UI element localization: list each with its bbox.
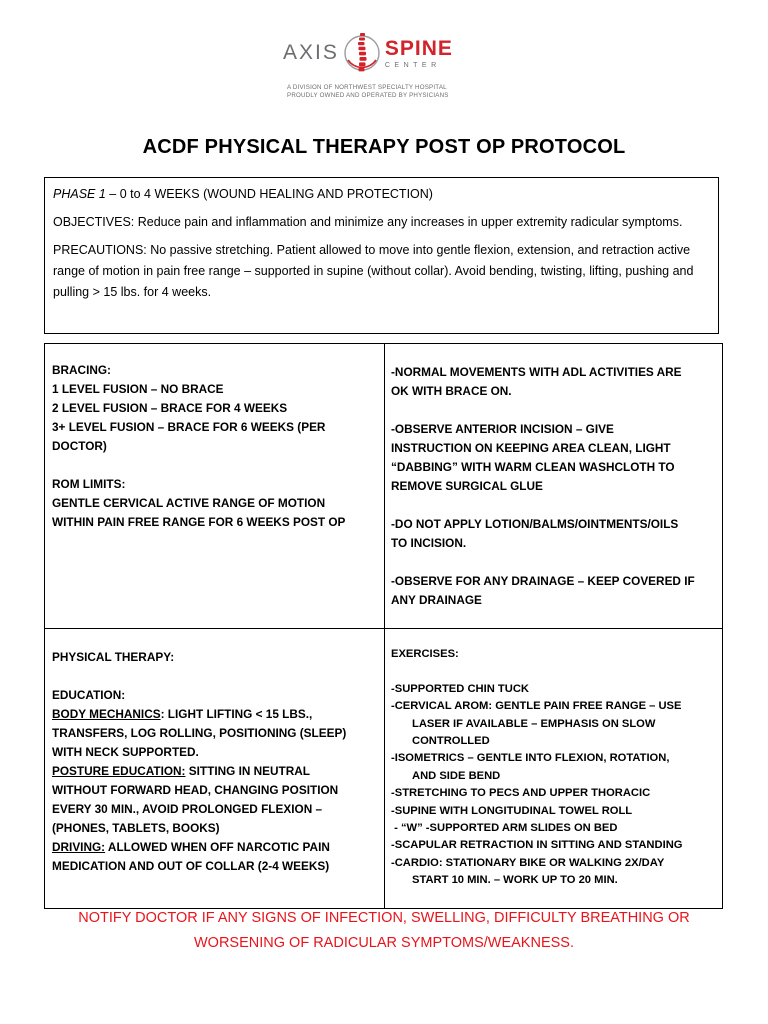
table-row-divider bbox=[45, 628, 722, 629]
posture-line4: (PHONES, TABLETS, BOOKS) bbox=[52, 821, 220, 835]
exercise-scapular: -SCAPULAR RETRACTION IN SITTING AND STANDING bbox=[391, 839, 683, 852]
note-incision-2: INSTRUCTION ON KEEPING AREA CLEAN, LIGHT bbox=[391, 441, 671, 455]
driving-text1: ALLOWED WHEN OFF NARCOTIC PAIN bbox=[105, 840, 330, 854]
rom-line1: GENTLE CERVICAL ACTIVE RANGE OF MOTION bbox=[52, 496, 326, 510]
rom-heading: ROM LIMITS: bbox=[52, 477, 126, 491]
note-lotion-2: TO INCISION. bbox=[391, 536, 467, 550]
logo-center-text: CENTER bbox=[384, 61, 441, 69]
exercise-cardio-2: START 10 MIN. – WORK UP TO 20 MIN. bbox=[412, 874, 618, 887]
posture-text1: SITTING IN NEUTRAL bbox=[185, 764, 311, 778]
warning-line1: NOTIFY DOCTOR IF ANY SIGNS OF INFECTION, SWELLING, DIFFICULTY BREATHING OR bbox=[78, 910, 690, 926]
logo-spine-text: SPINE bbox=[384, 36, 453, 60]
exercise-towel-roll: -SUPINE WITH LONGITUDINAL TOWEL ROLL bbox=[391, 804, 633, 817]
posture-label: POSTURE EDUCATION: bbox=[52, 764, 186, 778]
phase-label: PHASE 1 bbox=[53, 187, 106, 201]
note-drainage-2: ANY DRAINAGE bbox=[391, 593, 482, 607]
driving-line1 bbox=[52, 838, 346, 857]
exercise-cervical-arom: -CERVICAL AROM: GENTLE PAIN FREE RANGE – USE bbox=[391, 700, 682, 713]
driving-line2: MEDICATION AND OUT OF COLLAR (2-4 WEEKS) bbox=[52, 859, 330, 873]
exercise-cardio: -CARDIO: STATIONARY BIKE OR WALKING 2X/DAY bbox=[391, 856, 665, 869]
pt-heading: PHYSICAL THERAPY: bbox=[52, 650, 175, 664]
protocol-table bbox=[44, 343, 723, 909]
exercises-heading: EXERCISES: bbox=[391, 648, 459, 660]
bracing-level2: 2 LEVEL FUSION – BRACE FOR 4 WEEKS bbox=[52, 401, 288, 415]
page-title: ACDF PHYSICAL THERAPY POST OP PROTOCOL bbox=[142, 136, 626, 158]
spine-icon bbox=[342, 30, 382, 76]
note-drainage-1: -OBSERVE FOR ANY DRAINAGE – KEEP COVERED IF bbox=[391, 574, 695, 588]
exercise-cervical-arom-2: LASER IF AVAILABLE – EMPHASIS ON SLOW bbox=[412, 717, 656, 730]
phase-objectives: OBJECTIVES: Reduce pain and inflammation and minimize any increases in upper extremity radicular symptoms. bbox=[53, 215, 683, 229]
exercise-stretching: -STRETCHING TO PECS AND UPPER THORACIC bbox=[391, 787, 651, 800]
driving-label: DRIVING: bbox=[52, 840, 106, 854]
phase-heading bbox=[53, 184, 710, 205]
body-mechanics-label: BODY MECHANICS bbox=[52, 707, 161, 721]
bracing-level3b: DOCTOR) bbox=[52, 439, 107, 453]
logo-axis-text: AXIS bbox=[283, 41, 339, 64]
bracing-level3a: 3+ LEVEL FUSION – BRACE FOR 6 WEEKS (PER bbox=[52, 420, 326, 434]
exercise-isometrics: -ISOMETRICS – GENTLE INTO FLEXION, ROTATION, bbox=[391, 752, 670, 765]
phase-precautions: PRECAUTIONS: No passive stretching. Patient allowed to move into gentle flexion, extension, and retraction active range of motion in pain free range – supported in supine (without collar). Avoid bending, twisting, lifting, pushing and pulling > 15 lbs. for 4 weeks. bbox=[53, 243, 694, 299]
body-mechanics-line3: WITH NECK SUPPORTED. bbox=[52, 745, 199, 759]
exercise-arm-slides: - “W” -SUPPORTED ARM SLIDES ON BED bbox=[391, 822, 618, 835]
body-mechanics-line2: TRANSFERS, LOG ROLLING, POSITIONING (SLEEP) bbox=[52, 726, 347, 740]
logo-tagline bbox=[287, 84, 449, 100]
note-incision-4: REMOVE SURGICAL GLUE bbox=[391, 479, 543, 493]
note-adl-2: OK WITH BRACE ON. bbox=[391, 384, 512, 398]
axis-spine-logo bbox=[283, 30, 503, 106]
rom-line2: WITHIN PAIN FREE RANGE FOR 6 WEEKS POST OP bbox=[52, 515, 346, 529]
body-mechanics-line1 bbox=[52, 705, 346, 724]
note-lotion-1: -DO NOT APPLY LOTION/BALMS/OINTMENTS/OILS bbox=[391, 517, 679, 531]
note-incision-1: -OBSERVE ANTERIOR INCISION – GIVE bbox=[391, 422, 614, 436]
posture-line1 bbox=[52, 762, 346, 781]
note-adl-1: -NORMAL MOVEMENTS WITH ADL ACTIVITIES ARE bbox=[391, 365, 682, 379]
bracing-rom-cell bbox=[52, 361, 345, 532]
body-mechanics-text1: : LIGHT LIFTING < 15 LBS., bbox=[160, 707, 313, 721]
exercise-chin-tuck: -SUPPORTED CHIN TUCK bbox=[391, 682, 529, 695]
logo-tagline-line1: A DIVISION OF NORTHWEST SPECIALTY HOSPITAL bbox=[287, 84, 447, 91]
table-column-divider bbox=[384, 344, 385, 908]
bracing-heading: BRACING: bbox=[52, 363, 111, 377]
care-notes-cell bbox=[391, 363, 695, 610]
posture-line3: EVERY 30 MIN., AVOID PROLONGED FLEXION – bbox=[52, 802, 323, 816]
physical-therapy-cell bbox=[52, 648, 346, 876]
exercise-cervical-arom-3: CONTROLLED bbox=[412, 735, 490, 748]
note-incision-3: “DABBING” WITH WARM CLEAN WASHCLOTH TO bbox=[391, 460, 675, 474]
posture-line2: WITHOUT FORWARD HEAD, CHANGING POSITION bbox=[52, 783, 339, 797]
phase-1-box bbox=[44, 177, 719, 334]
phase-range: – 0 to 4 WEEKS (WOUND HEALING AND PROTECTION) bbox=[105, 187, 433, 201]
exercises-cell bbox=[391, 646, 683, 890]
logo-tagline-line2: PROUDLY OWNED AND OPERATED BY PHYSICIANS bbox=[287, 92, 449, 99]
education-heading: EDUCATION: bbox=[52, 688, 126, 702]
exercise-isometrics-2: AND SIDE BEND bbox=[412, 769, 501, 782]
bracing-level1: 1 LEVEL FUSION – NO BRACE bbox=[52, 382, 224, 396]
warning-line2: WORSENING OF RADICULAR SYMPTOMS/WEAKNESS. bbox=[193, 935, 574, 951]
notify-doctor-warning bbox=[0, 906, 768, 956]
